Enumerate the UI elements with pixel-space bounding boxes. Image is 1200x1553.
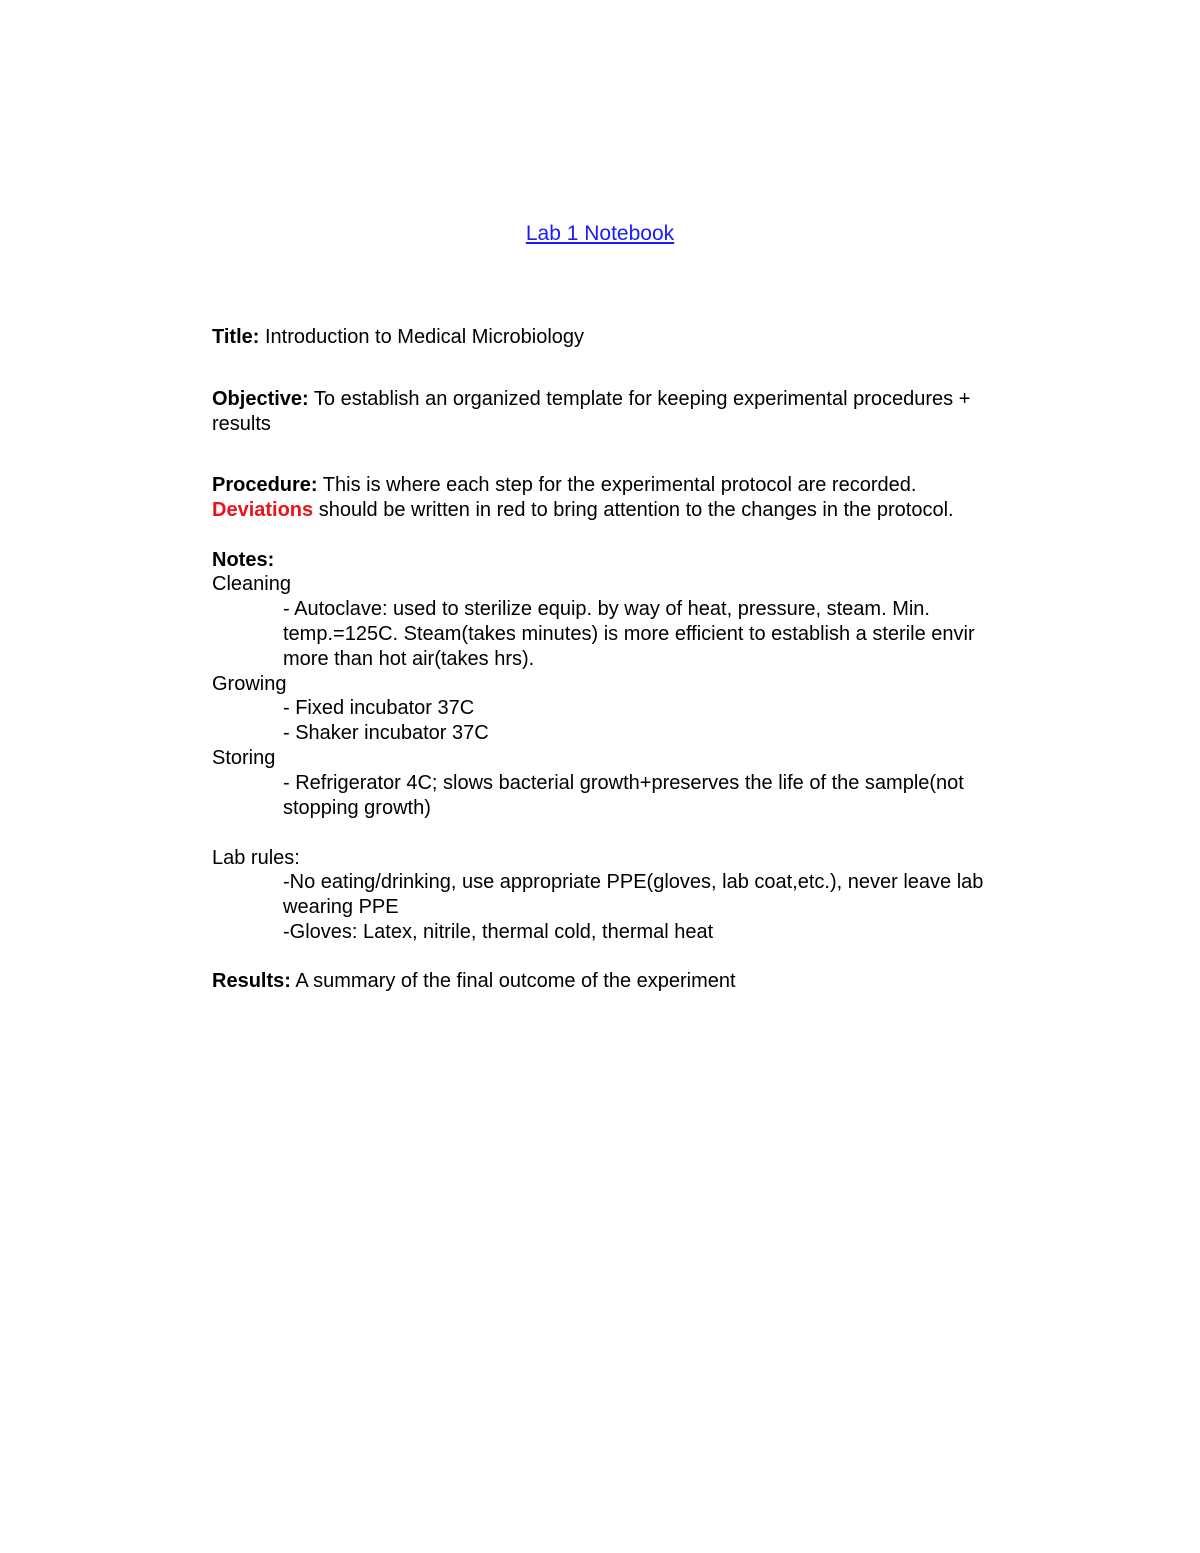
procedure-text: This is where each step for the experimental protocol are recorded. xyxy=(317,474,917,496)
results-text: A summary of the final outcome of the experiment xyxy=(290,970,736,992)
cleaning-note-line: more than hot air(takes hrs). xyxy=(283,648,535,670)
notebook-title-link[interactable]: Lab 1 Notebook xyxy=(525,222,675,245)
growing-heading: Growing xyxy=(212,673,287,695)
results-label: Results: xyxy=(212,970,291,992)
cleaning-heading: Cleaning xyxy=(212,573,291,595)
page-title xyxy=(0,221,1200,247)
results-line xyxy=(212,969,736,994)
title-line xyxy=(212,325,584,350)
objective-line-2: results xyxy=(212,413,271,435)
objective-label: Objective: xyxy=(212,388,309,410)
cleaning-note-line: - Autoclave: used to sterilize equip. by way of heat, pressure, steam. Min. xyxy=(283,598,930,620)
storing-note-line: - Refrigerator 4C; slows bacterial growth+preserves the life of the sample(not xyxy=(283,772,964,794)
deviations-line xyxy=(212,498,954,523)
notes-label: Notes: xyxy=(212,549,275,571)
objective-line xyxy=(212,387,970,412)
storing-note-line: stopping growth) xyxy=(283,797,431,819)
deviations-label: Deviations xyxy=(212,499,314,521)
cleaning-note-line: temp.=125C. Steam(takes minutes) is more efficient to establish a sterile envir xyxy=(283,623,975,645)
growing-note-line: - Shaker incubator 37C xyxy=(283,722,489,744)
lab-rule-line: wearing PPE xyxy=(283,896,399,918)
lab-rules-heading: Lab rules: xyxy=(212,847,300,869)
growing-note-line: - Fixed incubator 37C xyxy=(283,697,475,719)
deviations-text: should be written in red to bring attention to the changes in the protocol. xyxy=(313,499,954,521)
procedure-label: Procedure: xyxy=(212,474,318,496)
lab-rule-line: -Gloves: Latex, nitrile, thermal cold, thermal heat xyxy=(283,921,714,943)
objective-text: To establish an organized template for keeping experimental procedures + xyxy=(308,388,971,410)
storing-heading: Storing xyxy=(212,747,276,769)
lab-rule-line: -No eating/drinking, use appropriate PPE(gloves, lab coat,etc.), never leave lab xyxy=(283,871,984,893)
title-text: Introduction to Medical Microbiology xyxy=(259,326,585,348)
title-label: Title: xyxy=(212,326,260,348)
procedure-line xyxy=(212,473,916,498)
